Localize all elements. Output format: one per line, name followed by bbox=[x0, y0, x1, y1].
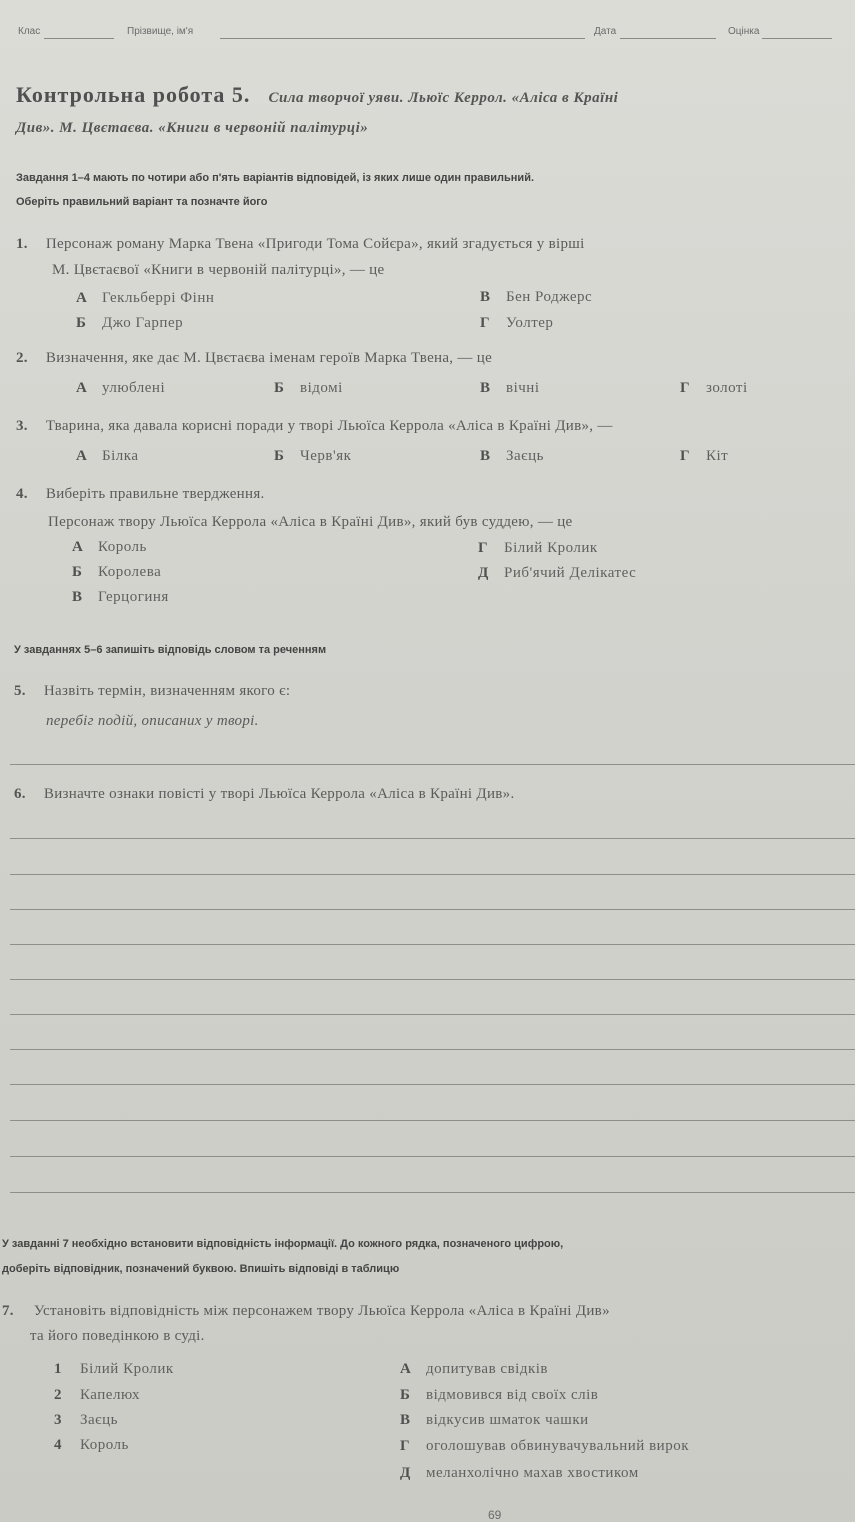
answer-line-q5[interactable] bbox=[10, 764, 855, 765]
q2-option-a[interactable]: А улюблені bbox=[76, 380, 166, 396]
q2-option-b[interactable]: Б відомі bbox=[274, 380, 343, 396]
question-2-number: 2. bbox=[16, 350, 28, 366]
question-7-number: 7. bbox=[2, 1303, 14, 1319]
q3-option-g[interactable]: Г Кіт bbox=[680, 448, 729, 464]
date-label: Дата bbox=[594, 26, 617, 37]
q7-right-option-d: Д меланхолічно махав хвостиком bbox=[400, 1465, 639, 1481]
class-label: Клас bbox=[18, 26, 41, 37]
question-5-line1 bbox=[14, 683, 290, 700]
question-7-text: Установіть відповідність між персонажем твору Льюїса Керрола «Аліса в Країні Див» bbox=[33, 1303, 610, 1319]
q1-option-v[interactable]: В Бен Роджерс bbox=[480, 289, 593, 305]
answer-line[interactable] bbox=[10, 1049, 855, 1050]
q4-option-g[interactable]: Г Білий Кролик bbox=[478, 540, 598, 556]
grade-label: Оцінка bbox=[728, 26, 760, 37]
answer-line[interactable] bbox=[10, 1192, 855, 1193]
answer-line[interactable] bbox=[10, 1084, 855, 1085]
question-3-number: 3. bbox=[16, 418, 28, 434]
page-number: 69 bbox=[488, 1508, 502, 1522]
question-3 bbox=[16, 418, 613, 435]
q4-option-a[interactable]: А Король bbox=[72, 539, 147, 555]
q4-option-d[interactable]: Д Риб'ячий Делікатес bbox=[478, 565, 637, 581]
title-line bbox=[16, 82, 618, 108]
q7-left-item-1: 1 Білий Кролик bbox=[54, 1361, 174, 1377]
q3-option-b[interactable]: Б Черв'як bbox=[274, 448, 352, 464]
question-5-definition: перебіг подій, описаних у творі. bbox=[46, 713, 259, 729]
instruction-7-line2: доберіть відповідник, позначений буквою. Впишіть відповіді в таблицю bbox=[2, 1263, 400, 1275]
question-1-line1 bbox=[16, 236, 585, 253]
q2-option-g[interactable]: Г золоті bbox=[680, 380, 748, 396]
q2-option-v[interactable]: В вічні bbox=[480, 380, 540, 396]
grade-field-line bbox=[762, 38, 832, 39]
topic-line-2: Див». М. Цвєтаєва. «Книги в червоній палітурці» bbox=[16, 120, 369, 136]
answer-line[interactable] bbox=[10, 909, 855, 910]
answer-line[interactable] bbox=[10, 979, 855, 980]
question-1-number: 1. bbox=[16, 236, 28, 252]
q7-right-option-g: Г оголошував обвинувачувальний вирок bbox=[400, 1438, 689, 1454]
q7-right-option-v: В відкусив шматок чашки bbox=[400, 1412, 589, 1428]
question-5-text: Назвіть термін, визначенням якого є: bbox=[43, 683, 291, 699]
question-4-line1 bbox=[16, 486, 265, 503]
instruction-5-6: У завданнях 5–6 запишіть відповідь словом та реченням bbox=[14, 644, 327, 656]
q7-right-option-a: А допитував свідків bbox=[400, 1361, 548, 1377]
answer-line[interactable] bbox=[10, 1120, 855, 1121]
instruction-1-4-line1: Завдання 1–4 мають по чотири або п'ять варіантів відповідей, із яких лише один правильний. bbox=[16, 172, 535, 184]
q4-option-v[interactable]: В Герцогиня bbox=[72, 589, 169, 605]
answer-line[interactable] bbox=[10, 1156, 855, 1157]
question-4-number: 4. bbox=[16, 486, 28, 502]
answer-line[interactable] bbox=[10, 944, 855, 945]
question-1-text: Персонаж роману Марка Твена «Пригоди Тома Сойєра», який згадується у вірші bbox=[45, 236, 585, 252]
q7-left-item-4: 4 Король bbox=[54, 1437, 129, 1453]
date-field-line bbox=[620, 38, 716, 39]
topic-line-1: Сила творчої уяви. Льюїс Керрол. «Аліса в Країні bbox=[268, 90, 619, 106]
question-5-number: 5. bbox=[14, 683, 26, 699]
q1-option-a[interactable]: А Гекльберрі Фінн bbox=[76, 290, 215, 306]
q1-option-g[interactable]: Г Уолтер bbox=[480, 315, 554, 331]
question-6-text: Визначте ознаки повісті у творі Льюїса Керрола «Аліса в Країні Див». bbox=[43, 786, 515, 802]
name-field-line bbox=[220, 38, 585, 39]
question-7-line1 bbox=[2, 1303, 610, 1320]
q3-option-v[interactable]: В Заєць bbox=[480, 448, 544, 464]
answer-line[interactable] bbox=[10, 838, 855, 839]
answer-line[interactable] bbox=[10, 874, 855, 875]
question-2 bbox=[16, 350, 492, 367]
q7-left-item-3: 3 Заєць bbox=[54, 1412, 118, 1428]
q7-left-item-2: 2 Капелюх bbox=[54, 1387, 141, 1403]
question-7-line2: та його поведінкою в суді. bbox=[30, 1328, 205, 1344]
q1-option-b[interactable]: Б Джо Гарпер bbox=[76, 315, 184, 331]
question-6-number: 6. bbox=[14, 786, 26, 802]
answer-line[interactable] bbox=[10, 1014, 855, 1015]
q7-right-option-b: Б відмовився від своїх слів bbox=[400, 1387, 599, 1403]
question-3-text: Тварина, яка давала корисні поради у творі Льюїса Керрола «Аліса в Країні Див», — bbox=[45, 418, 613, 434]
question-1-line2: М. Цвєтаєвої «Книги в червоній палітурці», — це bbox=[52, 262, 385, 278]
question-6 bbox=[14, 786, 515, 803]
instruction-1-4-line2: Оберіть правильний варіант та позначте його bbox=[16, 196, 268, 208]
q3-option-a[interactable]: А Білка bbox=[76, 448, 139, 464]
q4-option-b[interactable]: Б Королева bbox=[72, 564, 162, 580]
question-4-instruction: Виберіть правильне твердження. bbox=[45, 486, 265, 502]
name-label: Прізвище, ім'я bbox=[127, 26, 194, 37]
question-4-text: Персонаж твору Льюїса Керрола «Аліса в Країні Див», який був суддею, — це bbox=[48, 514, 573, 530]
instruction-7-line1: У завданні 7 необхідно встановити відповідність інформації. До кожного рядка, позначеного цифрою, bbox=[2, 1238, 564, 1250]
class-field-line bbox=[44, 38, 114, 39]
question-2-text: Визначення, яке дає М. Цвєтаєва іменам героїв Марка Твена, — це bbox=[45, 350, 493, 366]
page-title: Контрольна робота 5. bbox=[16, 82, 251, 107]
